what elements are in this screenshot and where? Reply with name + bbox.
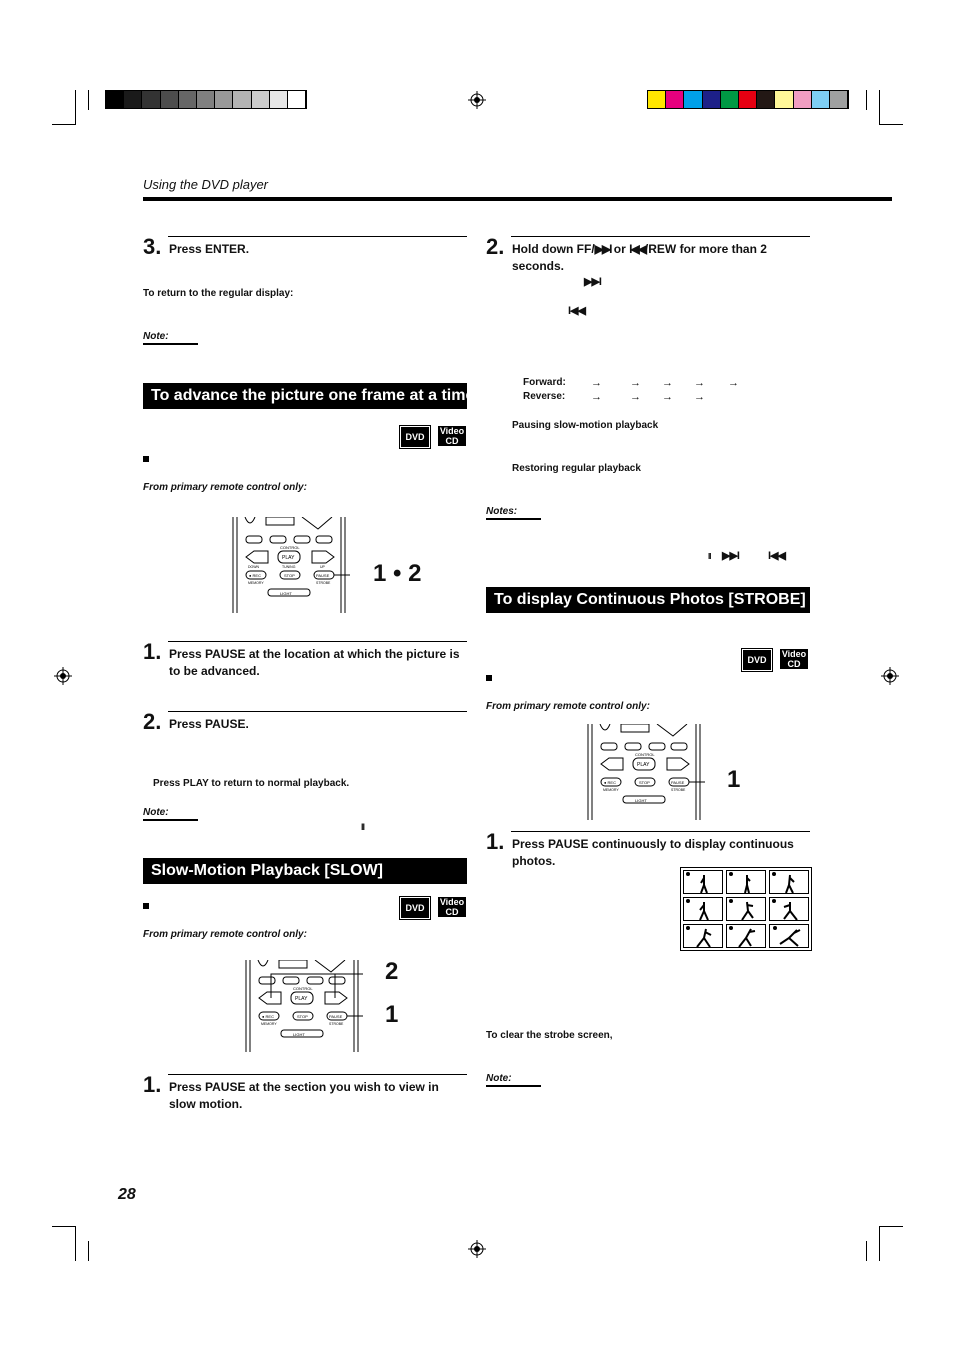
fast-forward-icon: ▶▶I — [584, 276, 601, 288]
svg-text:● REC: ● REC — [249, 573, 261, 578]
svg-text:● REC: ● REC — [604, 780, 616, 785]
remote-control-illustration — [243, 960, 363, 1052]
color-swatch — [648, 91, 666, 108]
color-swatch — [812, 91, 830, 108]
dvd-badge: DVD — [399, 425, 431, 449]
bullet-square — [143, 456, 149, 462]
forward-label: Forward: — [523, 377, 566, 388]
speed-arrow-icon: → — [591, 391, 602, 403]
speed-arrow-icon: → — [662, 391, 673, 403]
color-swatch — [215, 91, 233, 108]
svg-text:STOP: STOP — [639, 780, 650, 785]
badge-text: CD — [787, 659, 801, 669]
registration-target-icon — [54, 667, 72, 685]
step-text: Press PAUSE. — [169, 717, 249, 731]
strobe-frame — [726, 897, 766, 921]
speed-arrow-icon: → — [630, 391, 641, 403]
fast-forward-icon: ▶▶I — [594, 242, 611, 256]
bullet-square — [143, 903, 149, 909]
speed-arrow-icon: → — [630, 377, 641, 389]
dancer-figure-icon — [684, 925, 724, 949]
callout-number: 1 • 2 — [373, 560, 422, 587]
step-rule — [168, 236, 467, 237]
crop-mark — [75, 90, 76, 125]
remote-control-illustration — [230, 517, 350, 613]
step-rule — [168, 711, 467, 712]
speed-arrow-icon: → — [591, 377, 602, 389]
color-swatch — [142, 91, 160, 108]
color-swatch — [666, 91, 684, 108]
badge-text: Video — [439, 426, 465, 436]
crop-mark — [879, 1226, 903, 1227]
rewind-icon: I◀◀ — [629, 242, 645, 256]
crop-mark — [879, 1226, 880, 1261]
step-text-part: /REW for more than 2 seconds. — [512, 242, 767, 273]
callout-number: 1 — [727, 766, 741, 793]
grayscale-bar — [105, 90, 307, 109]
crop-mark — [866, 1241, 867, 1261]
strobe-frame — [769, 897, 809, 921]
color-swatch — [684, 91, 702, 108]
section-heading: To advance the picture one frame at a time — [143, 383, 467, 409]
page-number: 28 — [118, 1186, 136, 1203]
color-swatch — [775, 91, 793, 108]
step-number: 1. — [143, 639, 162, 664]
pause-icon: II — [708, 552, 711, 561]
dancer-figure-icon — [770, 925, 810, 949]
svg-text:CONTROL: CONTROL — [280, 545, 300, 550]
step-text: Press ENTER. — [169, 242, 250, 256]
callout-number: 1 — [385, 1001, 399, 1028]
svg-text:PLAY: PLAY — [295, 996, 308, 1002]
step-number: 2. — [486, 234, 505, 259]
note-underline — [486, 1085, 541, 1087]
strobe-frame — [726, 870, 766, 894]
crop-mark — [866, 90, 867, 110]
step-text: Press PAUSE at the location at which the picture is to be advanced. — [169, 647, 460, 678]
color-swatch — [703, 91, 721, 108]
crop-mark — [88, 90, 89, 110]
remote-control-illustration — [585, 724, 705, 820]
color-swatch — [794, 91, 812, 108]
dancer-figure-icon — [684, 871, 724, 895]
note-underline — [143, 343, 198, 345]
registration-target-icon — [468, 1240, 486, 1258]
svg-text:● REC: ● REC — [262, 1014, 274, 1019]
strobe-frame — [683, 924, 723, 948]
svg-text:CONTROL: CONTROL — [635, 752, 655, 757]
color-bar — [647, 90, 849, 109]
running-title: Using the DVD player — [143, 177, 268, 192]
dancer-figure-icon — [684, 898, 724, 922]
remote-note: From primary remote control only: — [486, 701, 650, 712]
svg-text:DOWN: DOWN — [248, 565, 260, 569]
callout-number: 2 — [385, 958, 399, 985]
step-text: Press PAUSE continuously to display continuous photos. — [512, 837, 794, 868]
step-number: 2. — [143, 709, 162, 734]
color-swatch — [161, 91, 179, 108]
strobe-frame — [769, 870, 809, 894]
svg-text:STROBE: STROBE — [316, 581, 331, 585]
dancer-figure-icon — [770, 898, 810, 922]
color-swatch — [270, 91, 288, 108]
svg-text:PAUSE: PAUSE — [316, 573, 330, 578]
strobe-frame — [769, 924, 809, 948]
step-number: 1. — [486, 829, 505, 854]
svg-text:MEMORY: MEMORY — [261, 1022, 277, 1026]
header-rule — [143, 197, 892, 201]
color-swatch — [252, 91, 270, 108]
color-swatch — [197, 91, 215, 108]
notes-label: Notes: — [486, 506, 518, 517]
badge-text: CD — [445, 907, 459, 917]
note-label: Note: — [143, 807, 169, 818]
pause-icon: II — [361, 822, 365, 832]
bullet-square — [486, 675, 492, 681]
crop-mark — [88, 1241, 89, 1261]
note-label: Note: — [486, 1073, 512, 1084]
registration-target-icon — [468, 91, 486, 109]
speed-arrow-icon: → — [694, 391, 705, 403]
color-swatch — [757, 91, 775, 108]
svg-text:MEMORY: MEMORY — [248, 581, 264, 585]
speed-arrow-icon: → — [728, 377, 739, 389]
dvd-badge: DVD — [399, 896, 431, 920]
badge-text: CD — [445, 436, 459, 446]
color-swatch — [179, 91, 197, 108]
svg-text:UP: UP — [320, 565, 325, 569]
svg-text:STROBE: STROBE — [329, 1022, 344, 1026]
video-cd-badge — [779, 648, 809, 670]
svg-text:STOP: STOP — [297, 1014, 308, 1019]
dancer-figure-icon — [727, 898, 767, 922]
badge-text: Video — [781, 649, 807, 659]
crop-mark — [52, 1226, 76, 1227]
play-return-text: Press PLAY to return to normal playback. — [153, 778, 350, 789]
strobe-frame — [683, 870, 723, 894]
step-text-part: or — [610, 242, 630, 256]
color-swatch — [106, 91, 124, 108]
fast-forward-icon: ▶▶I — [722, 550, 739, 562]
registration-target-icon — [881, 667, 899, 685]
svg-text:PAUSE: PAUSE — [329, 1014, 343, 1019]
svg-text:LIGHT: LIGHT — [635, 798, 647, 803]
note-underline — [143, 819, 198, 821]
svg-text:PAUSE: PAUSE — [671, 780, 685, 785]
svg-text:TUNING: TUNING — [282, 565, 296, 569]
crop-mark — [879, 124, 903, 125]
speed-arrow-icon: → — [694, 377, 705, 389]
note-underline — [486, 518, 541, 520]
dancer-figure-icon — [727, 925, 767, 949]
svg-text:PLAY: PLAY — [637, 762, 650, 768]
step-number: 3. — [143, 234, 162, 259]
strobe-screen-grid — [680, 867, 812, 951]
video-cd-badge — [437, 896, 467, 918]
crop-mark — [52, 124, 76, 125]
step-text: Press PAUSE at the section you wish to view in slow motion. — [169, 1080, 439, 1111]
strobe-frame — [683, 897, 723, 921]
crop-mark — [75, 1226, 76, 1261]
pausing-label: Pausing slow-motion playback — [512, 420, 659, 431]
svg-text:STOP: STOP — [284, 573, 295, 578]
svg-text:MEMORY: MEMORY — [603, 788, 619, 792]
svg-text:CONTROL: CONTROL — [293, 986, 313, 991]
dancer-figure-icon — [770, 871, 810, 895]
restoring-label: Restoring regular playback — [512, 463, 641, 474]
svg-text:LIGHT: LIGHT — [293, 1032, 305, 1037]
section-heading: To display Continuous Photos [STROBE] — [486, 587, 810, 613]
section-heading: Slow-Motion Playback [SLOW] — [143, 858, 467, 884]
dancer-figure-icon — [727, 871, 767, 895]
return-label: To return to the regular display: — [143, 288, 294, 299]
color-swatch — [721, 91, 739, 108]
badge-text: Video — [439, 897, 465, 907]
step-rule — [511, 831, 810, 832]
strobe-frame — [726, 924, 766, 948]
step-text — [512, 241, 802, 275]
color-swatch — [739, 91, 757, 108]
step-text-part: Hold down FF/ — [512, 242, 595, 256]
reverse-label: Reverse: — [523, 391, 566, 402]
dvd-badge: DVD — [741, 648, 773, 672]
color-swatch — [830, 91, 848, 108]
step-rule — [168, 1074, 467, 1075]
video-cd-badge — [437, 425, 467, 447]
rewind-icon: I◀◀ — [568, 305, 585, 317]
remote-note: From primary remote control only: — [143, 929, 307, 940]
color-swatch — [124, 91, 142, 108]
step-number: 1. — [143, 1072, 162, 1097]
step-rule — [168, 641, 467, 642]
note-label: Note: — [143, 331, 169, 342]
remote-note: From primary remote control only: — [143, 482, 307, 493]
crop-mark — [879, 90, 880, 125]
step-rule — [511, 236, 810, 237]
speed-arrow-icon: → — [662, 377, 673, 389]
svg-text:LIGHT: LIGHT — [280, 591, 292, 596]
color-swatch — [288, 91, 306, 108]
rewind-icon: I◀◀ — [768, 550, 785, 562]
color-swatch — [233, 91, 251, 108]
svg-text:STROBE: STROBE — [671, 788, 686, 792]
svg-text:PLAY: PLAY — [282, 555, 295, 561]
clear-strobe-label: To clear the strobe screen, — [486, 1030, 613, 1041]
